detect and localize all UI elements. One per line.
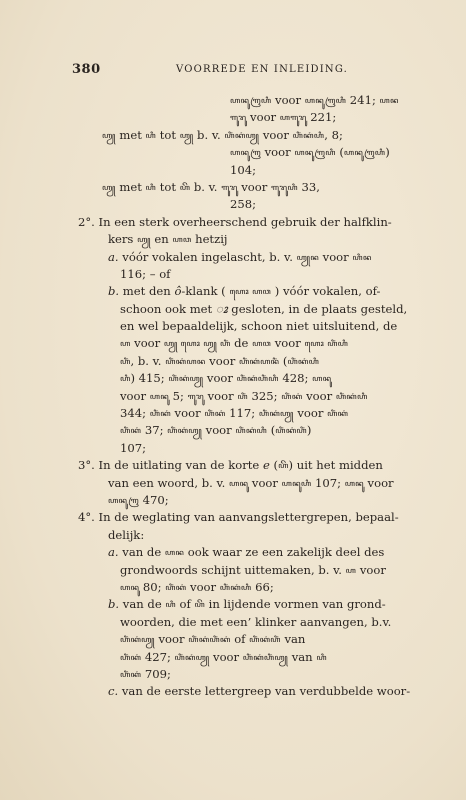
javanese-script: ꦲꦶꦁꦏꦁꦲꦤ bbox=[165, 357, 206, 367]
line-text: 470; bbox=[138, 492, 169, 507]
text-line bbox=[78, 649, 424, 666]
line-text: 107; bbox=[120, 440, 147, 455]
line-text: 2°. In een sterk overheerschend gebruik der halfklin- bbox=[78, 214, 392, 229]
text-line bbox=[78, 544, 424, 561]
line-text: met den bbox=[119, 284, 175, 299]
line-text: ( bbox=[267, 423, 276, 438]
line-text: van bbox=[288, 649, 317, 664]
page-number: 380 bbox=[72, 62, 101, 77]
text-line bbox=[78, 162, 424, 179]
text-line bbox=[78, 283, 424, 300]
line-text: voor bbox=[130, 336, 164, 351]
line-text: 80; bbox=[139, 579, 166, 594]
javanese-script: ꦲꦶ bbox=[145, 183, 157, 193]
line-text: ) bbox=[306, 423, 312, 438]
line-text: van de bbox=[119, 597, 166, 612]
javanese-script: ꦲꦺꦴ ꦲꦶꦁꦲꦶ bbox=[304, 340, 349, 350]
text-line bbox=[78, 596, 424, 613]
javanese-script: ꦲꦮ bbox=[172, 235, 192, 245]
javanese-script: ꦲꦶꦁꦏꦁꦲꦶ bbox=[335, 392, 368, 402]
text-line bbox=[78, 127, 424, 144]
javanese-script: ꦲꦶꦁꦏꦁꦲꦾ bbox=[174, 653, 210, 663]
javanese-script: ꦲ bbox=[345, 566, 357, 576]
line-text: -klank ( bbox=[181, 284, 230, 299]
javanese-script: ꦲꦤꦸꦒꦿ bbox=[230, 148, 261, 158]
line-text: tot bbox=[156, 179, 180, 194]
italic-text: a. bbox=[108, 545, 119, 560]
line-text: of bbox=[230, 632, 250, 647]
text-line bbox=[78, 562, 424, 579]
italic-text: b. bbox=[108, 597, 120, 612]
running-title: VOORREDE EN INLEIDING. bbox=[176, 64, 349, 75]
line-text: hetzij bbox=[191, 232, 228, 247]
javanese-script: ꦲꦶꦁꦏꦁꦲꦶꦁꦏꦁ bbox=[188, 635, 231, 645]
javanese-script: ꦲꦶ bbox=[120, 374, 131, 384]
javanese-script: ꦲꦤꦸꦒꦿꦲꦶ bbox=[343, 148, 386, 158]
line-text: 116; – of bbox=[120, 266, 171, 281]
line-text: gesloten, in de plaats gesteld, bbox=[227, 301, 408, 316]
line-text: , b. v. bbox=[130, 353, 166, 368]
javanese-script: ꦲꦶꦁꦏꦁꦲꦶꦁ bbox=[249, 635, 281, 645]
line-text: 37; bbox=[141, 423, 168, 438]
line-text: ) bbox=[385, 145, 390, 160]
javanese-script: ꦲꦤꦸ bbox=[344, 479, 364, 489]
text-line bbox=[78, 335, 424, 352]
line-text: b. v. bbox=[190, 179, 222, 194]
text-line bbox=[78, 370, 424, 387]
line-text: voor bbox=[363, 475, 394, 490]
text-line bbox=[78, 440, 424, 457]
javanese-script: ꦲꦤꦸꦒꦿꦲꦶ bbox=[294, 148, 336, 158]
line-text: voor bbox=[203, 371, 237, 386]
text-line bbox=[78, 249, 424, 266]
line-text: ook waar ze een zakelijk deel des bbox=[184, 545, 385, 560]
line-text: voor bbox=[154, 632, 189, 647]
text-line bbox=[78, 492, 424, 509]
javanese-script: ꦲꦼ bbox=[179, 183, 191, 193]
javanese-script: ꦲꦾꦤ bbox=[296, 253, 319, 263]
line-text: voor bbox=[356, 562, 386, 577]
line-text: voor bbox=[271, 336, 305, 351]
javanese-script: ꦲ bbox=[120, 340, 131, 350]
line-text: voor bbox=[201, 423, 236, 438]
javanese-script: ꦲꦮ bbox=[252, 340, 272, 350]
text-line bbox=[78, 353, 424, 370]
page-body bbox=[78, 92, 424, 701]
line-text: van een woord, b. v. bbox=[108, 475, 230, 490]
line-text: voor bbox=[260, 145, 295, 160]
line-text: van de bbox=[118, 545, 165, 560]
line-text: 709; bbox=[141, 666, 171, 681]
line-text: 104; bbox=[230, 162, 257, 177]
javanese-script: ꦲꦤꦸꦒꦿꦲꦶ bbox=[304, 96, 347, 106]
line-text: voor bbox=[302, 388, 336, 403]
javanese-script: ꦲꦶꦁꦏꦁ bbox=[165, 583, 187, 593]
text-line bbox=[78, 388, 424, 405]
text-line bbox=[78, 179, 424, 196]
text-line bbox=[78, 614, 424, 631]
line-text: voor bbox=[271, 93, 305, 107]
javanese-script: ꦲꦶꦁꦏꦁꦲꦾ bbox=[168, 374, 204, 384]
line-text: ( bbox=[269, 458, 279, 473]
text-line bbox=[78, 318, 424, 335]
line-text: ) 415; bbox=[130, 371, 169, 386]
line-text: of bbox=[175, 597, 195, 612]
line-text: , 8; bbox=[324, 127, 343, 142]
javanese-script: ꦲꦼ bbox=[278, 461, 289, 471]
javanese-script: ꦒꦸꦫꦸꦲꦶ bbox=[270, 183, 298, 193]
text-line bbox=[78, 231, 424, 248]
line-text: 5; bbox=[168, 388, 188, 403]
line-text: 221; bbox=[306, 110, 337, 125]
line-text: 66; bbox=[251, 579, 274, 594]
line-text: 325; bbox=[247, 388, 282, 403]
text-line bbox=[78, 683, 424, 700]
line-text: schoon ook met bbox=[120, 301, 216, 316]
line-text: 428; bbox=[278, 371, 313, 386]
javanese-script: ꦲꦤ bbox=[379, 96, 399, 106]
line-text: 107; bbox=[311, 475, 345, 490]
javanese-script: ꦲꦾ ꦲꦺꦴ ꦲꦾ ꦲꦶꦁ bbox=[163, 340, 231, 350]
javanese-script: ꦒꦸꦫꦸ bbox=[187, 392, 204, 402]
line-text: ( bbox=[335, 145, 344, 160]
javanese-script: ꦲꦶꦁ bbox=[237, 392, 248, 402]
line-text: ) uit het midden bbox=[288, 458, 383, 473]
javanese-script: ꦒꦸꦫꦸ bbox=[221, 183, 238, 193]
javanese-script: ꦲꦶꦁꦏꦁꦲꦶ bbox=[219, 583, 252, 593]
text-line bbox=[78, 405, 424, 422]
text-line bbox=[78, 301, 424, 318]
javanese-script: ꦲꦶꦁꦏꦁ bbox=[327, 409, 349, 419]
text-line bbox=[78, 422, 424, 439]
italic-text: ꦴ bbox=[215, 301, 228, 316]
line-text: voor bbox=[259, 127, 293, 142]
line-text: grondwoords schijnt uittemaken, b. v. bbox=[120, 562, 346, 577]
line-text: 427; bbox=[141, 649, 175, 664]
text-line bbox=[78, 266, 424, 283]
javanese-script: ꦲꦶꦤ bbox=[352, 253, 372, 263]
javanese-script: ꦲꦶꦁꦏꦁꦲꦾ bbox=[167, 426, 202, 436]
line-text: en bbox=[150, 232, 173, 247]
javanese-script: ꦒꦸꦫꦸ bbox=[230, 113, 247, 123]
javanese-script: ꦲꦶꦁꦏꦁꦲꦶ bbox=[292, 131, 325, 141]
line-text: in lijdende vormen van grond- bbox=[204, 597, 386, 612]
javanese-script: ꦲꦶꦁꦏꦁꦲꦾ bbox=[258, 409, 294, 419]
italic-text: b. bbox=[108, 284, 120, 299]
javanese-script: ꦲꦶ bbox=[145, 131, 157, 141]
javanese-script: ꦲꦤꦸꦲꦶ bbox=[281, 479, 312, 489]
line-text: 4°. In de weglating van aanvangslettergrepen, bepaal- bbox=[78, 510, 399, 525]
javanese-script: ꦲꦤꦸ bbox=[312, 374, 332, 384]
javanese-script: ꦲꦶꦁꦏꦁꦲꦾ bbox=[120, 635, 155, 645]
line-text: van bbox=[280, 632, 306, 647]
javanese-script: ꦲꦤꦸ bbox=[149, 392, 169, 402]
javanese-script: ꦲꦶꦁꦏꦁ bbox=[204, 409, 226, 419]
line-text: van de eerste lettergreep van verdubbelde woor- bbox=[118, 684, 411, 699]
line-text: woorden, die met een’ klinker aanvangen, b.v. bbox=[120, 614, 392, 629]
javanese-script: ꦲꦶꦁꦏꦁ bbox=[120, 653, 142, 663]
text-line bbox=[78, 475, 424, 492]
javanese-script: ꦲꦾ bbox=[102, 131, 116, 141]
line-text: 117; bbox=[225, 406, 259, 421]
line-text: voor bbox=[170, 406, 205, 421]
line-text: ) vóór vokalen, of- bbox=[271, 284, 381, 299]
javanese-script: ꦲꦾ bbox=[137, 235, 151, 245]
line-text: voor bbox=[186, 579, 220, 594]
text-line bbox=[78, 579, 424, 596]
javanese-script: ꦲꦤꦸ bbox=[120, 583, 140, 593]
italic-text: c. bbox=[108, 684, 119, 699]
javanese-script: ꦲꦶꦁ bbox=[120, 357, 131, 367]
javanese-script: ꦲꦤ bbox=[164, 548, 185, 558]
javanese-script: ꦲꦤꦸ bbox=[229, 479, 249, 489]
line-text: tot bbox=[156, 127, 180, 142]
text-line bbox=[78, 214, 424, 231]
line-text: voor bbox=[237, 179, 271, 194]
javanese-script: ꦲꦤꦸꦒꦿꦲꦶ bbox=[230, 96, 272, 106]
line-text: voor bbox=[246, 110, 280, 125]
line-text: vóór vokalen ingelascht, b. v. bbox=[118, 249, 297, 264]
text-line bbox=[78, 196, 424, 213]
text-line bbox=[78, 92, 424, 109]
italic-text: a. bbox=[108, 249, 119, 264]
javanese-script: ꦲꦾ bbox=[102, 183, 116, 193]
line-text: de bbox=[230, 336, 253, 351]
line-text: 3°. In de uitlating van de korte bbox=[78, 458, 263, 473]
line-text: voor bbox=[205, 353, 239, 368]
javanese-script: ꦲꦤꦸꦒꦿ bbox=[108, 496, 139, 506]
javanese-script: ꦲꦶꦁꦏꦁꦲꦤꦶꦁ bbox=[238, 357, 280, 367]
text-line bbox=[78, 666, 424, 683]
javanese-script: ꦲꦶ bbox=[316, 653, 327, 663]
line-text: 258; bbox=[230, 197, 257, 212]
javanese-script: ꦲꦶꦁꦏꦁꦲꦾ bbox=[224, 131, 260, 141]
javanese-script: ꦲꦶ bbox=[165, 600, 176, 610]
line-text: en wel bepaaldelijk, schoon niet uitsluitend, de bbox=[120, 319, 398, 334]
text-line bbox=[78, 631, 424, 648]
line-text: voor bbox=[248, 475, 282, 490]
line-text: met bbox=[115, 127, 146, 142]
javanese-script: ꦲꦶꦁꦏꦁꦲꦶꦁꦲꦾ bbox=[242, 653, 289, 663]
line-text: voor bbox=[318, 249, 353, 264]
javanese-script: ꦲꦶꦁꦏꦁ bbox=[120, 426, 142, 436]
javanese-script: ꦲꦺꦴ ꦲꦮ bbox=[229, 287, 272, 297]
line-text: voor bbox=[209, 649, 243, 664]
javanese-script: ꦲꦼ bbox=[194, 600, 205, 610]
line-text: kers bbox=[108, 232, 138, 247]
line-text: 344; bbox=[120, 406, 150, 421]
italic-text: e bbox=[262, 458, 270, 473]
text-line bbox=[78, 457, 424, 474]
line-text: 33, bbox=[297, 179, 320, 194]
javanese-script: ꦲꦾ bbox=[179, 131, 194, 141]
text-line bbox=[78, 509, 424, 526]
line-text: voor bbox=[120, 388, 150, 403]
javanese-script: ꦲꦶꦁꦏꦁꦲꦶꦁꦲꦶ bbox=[236, 374, 279, 384]
javanese-script: ꦲꦶꦁꦏꦁꦲꦶ bbox=[235, 426, 268, 436]
javanese-script: ꦲꦒꦸꦫꦸ bbox=[279, 113, 307, 123]
javanese-script: ꦲꦶꦁꦏꦁꦲꦶ bbox=[287, 357, 320, 367]
page-header bbox=[72, 62, 424, 80]
line-text: delijk: bbox=[108, 527, 145, 542]
italic-text: ô bbox=[174, 284, 182, 299]
javanese-script: ꦲꦶꦁꦏꦁꦲꦶꦁ bbox=[275, 426, 307, 436]
text-line bbox=[78, 109, 424, 126]
text-line bbox=[78, 144, 424, 161]
line-text: b. v. bbox=[193, 127, 225, 142]
javanese-script: ꦲꦶꦁꦏꦁ bbox=[149, 409, 171, 419]
text-line bbox=[78, 527, 424, 544]
line-text: 241; bbox=[346, 93, 380, 107]
javanese-script: ꦲꦶꦁꦏꦁ bbox=[281, 392, 303, 402]
line-text: voor bbox=[293, 406, 328, 421]
line-text: ( bbox=[279, 353, 288, 368]
javanese-script: ꦲꦶꦁꦏꦁ bbox=[120, 670, 142, 680]
line-text: met bbox=[115, 179, 146, 194]
line-text: voor bbox=[203, 388, 238, 403]
